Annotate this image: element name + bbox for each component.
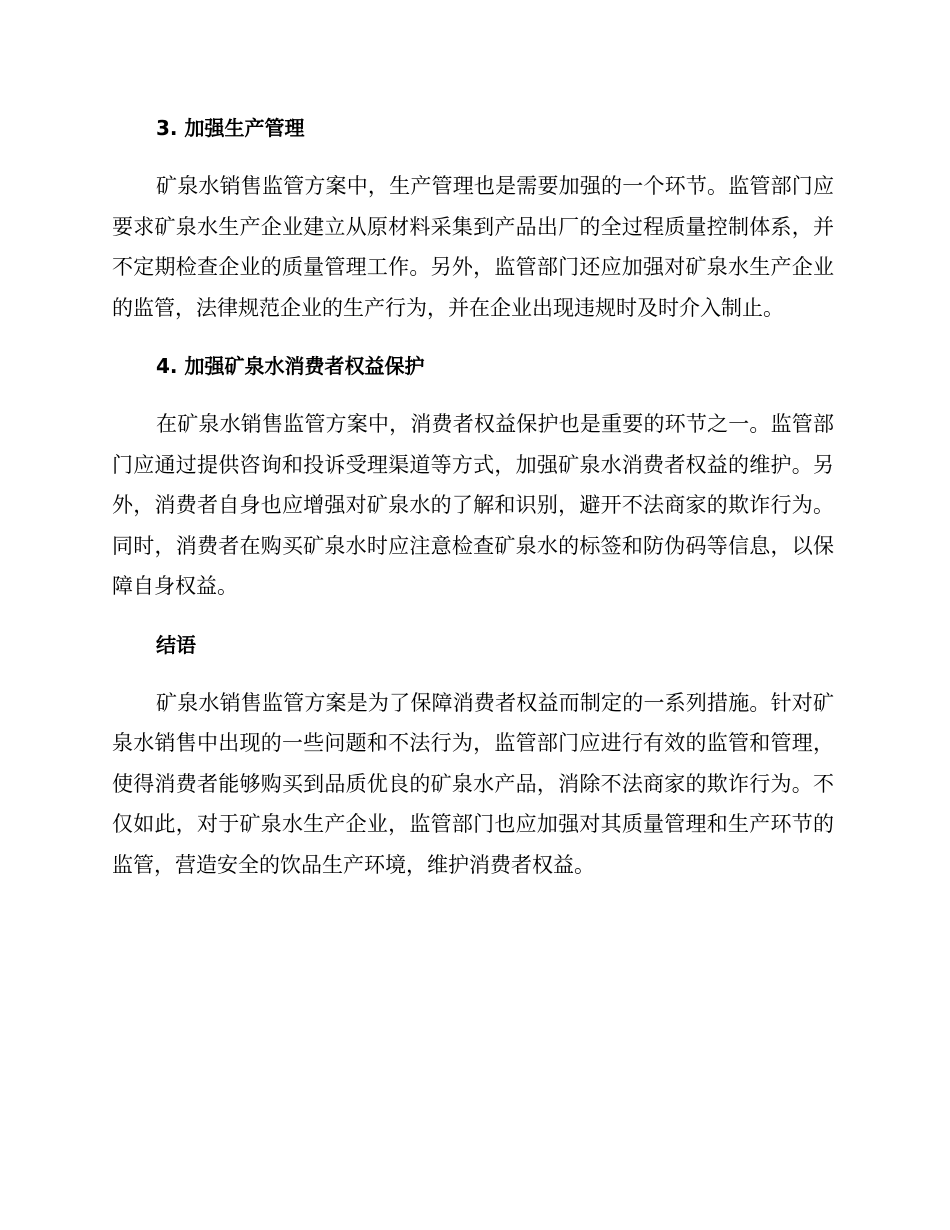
- section-heading-production-management: 3. 加强生产管理: [156, 116, 305, 140]
- section-paragraph-conclusion: 矿泉水销售监管方案是为了保障消费者权益而制定的一系列措施。针对矿泉水销售中出现的一些问题和不法行为，监管部门应进行有效的监管和管理，使得消费者能够购买到品质优良的矿泉水产品，消除不法商家的欺诈行为。不仅如此，对于矿泉水生产企业，监管部门也应加强对其质量管理和生产环节的监管，营造安全的饮品生产环境，维护消费者权益。: [112, 690, 834, 877]
- section-heading-conclusion: 结语: [156, 632, 196, 657]
- section-paragraph-consumer-rights: 在矿泉水销售监管方案中，消费者权益保护也是重要的环节之一。监管部门应通过提供咨询和投诉受理渠道等方式，加强矿泉水消费者权益的维护。另外，消费者自身也应增强对矿泉水的了解和识别，避开不法商家的欺诈行为。同时，消费者在购买矿泉水时应注意检查矿泉水的标签和防伪码等信息，以保障自身权益。: [112, 412, 834, 598]
- section-heading-consumer-rights: 4. 加强矿泉水消费者权益保护: [156, 354, 425, 378]
- section-paragraph-production-management: 矿泉水销售监管方案中，生产管理也是需要加强的一个环节。监管部门应要求矿泉水生产企业建立从原材料采集到产品出厂的全过程质量控制体系，并不定期检查企业的质量管理工作。另外，监管部门还应加强对矿泉水生产企业的监管，法律规范企业的生产行为，并在企业出现违规时及时介入制止。: [112, 174, 834, 320]
- document-page: [112, 108, 834, 903]
